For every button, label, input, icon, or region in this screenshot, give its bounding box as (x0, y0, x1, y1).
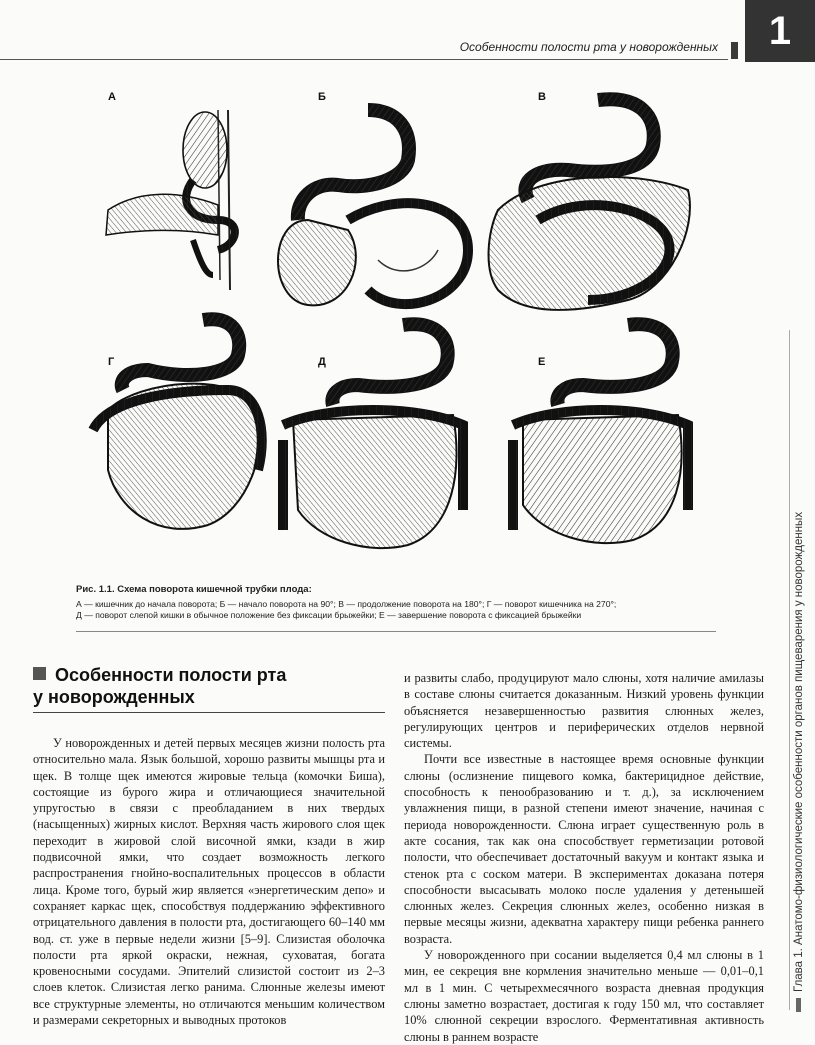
running-head-mark (731, 42, 738, 59)
panel-label-a: А (108, 91, 116, 103)
left-paragraph-1: У новорожденных и детей первых месяцев жизни полость рта относительно мала. Язык большой, хорошо развиты мышцы рта и щек. В толще щек имеются жировые тельца (комочки Биша), состоящие из бурого жира и отличающиеся значительной упругостью в связи с преобладанием в них твердых (насыщенных) жирных кислот. Верхняя часть жирового слоя щек переходит в жировой слой височной ямки, кзади в жир подвисочной ямки, что создает возможность легкого распространения гнойно-воспалительных процессов в области лица. Кроме того, бурый жир является «энергетическим депо» и сохраняет каркас щек, способствуя поддержанию эффективного отрицательного давления в полости рта, достигающего 60–140 мм вод. ст. уже в первые недели жизни [5–9]. Слизистая оболочка полости рта яркой окраски, нежная, суховатая, богата кровеносными сосудами. Эпителий слизистой состоит из 2–3 слоев клеток. Слизистая легко ранима. Слюнные железы имеют все структурные элементы, но отличаются меньшим количеством и размерами секреторных и выводных протоков (33, 736, 385, 1028)
caption-rule (76, 631, 716, 632)
running-head-rule (0, 59, 728, 60)
intestinal-rotation-figure (68, 70, 728, 575)
section-title-line-1: Особенности полости рта (55, 665, 287, 685)
caption-line-1: А — кишечник до начала поворота; Б — начало поворота на 90°; В — продолжение поворота на 180°; Г — поворот кишечника на 270°; (76, 598, 617, 609)
panel-a-drawing (106, 110, 235, 290)
panel-b-drawing (278, 110, 468, 305)
caption-line-2: Д — поворот слепой кишки в обычное положение без фиксации брыжейки; Е — завершение поворота с фиксацией брыжейки (76, 610, 582, 620)
section-heading (33, 664, 385, 708)
right-paragraph-2: Почти все известные в настоящее время основные функции слюны (ослизнение пищевого комка, бактерицидное действие, способность к пенообразованию и т. д.), за исключением увлажнения пищи, в разной степени имеют значение, начиная с периода новорожденности. Слюна играет существенную роль в акте сосания, так как она способствует герметизации ротовой полости, что обеспечивает достаточный вакуум и контакт языка и стенок рта с соском матери. В экспериментах доказана потеря способности высасывать молоко после удаления у детенышей слюнных желез. Секреция слюнных желез, особенно низкая в первые месяцы жизни, адекватна характеру пищи ребенка раннего возраста. (404, 752, 764, 946)
caption-title: Рис. 1.1. Схема поворота кишечной трубки плода: (76, 584, 312, 595)
panel-e-drawing (283, 324, 463, 548)
panel-label-c: В (538, 91, 546, 103)
panel-d-drawing (93, 319, 262, 529)
left-column (33, 735, 385, 1028)
figure-illustration (68, 70, 728, 575)
side-title-text: Глава 1. Анатомо-физиологические особенности органов пищеварения у новорожденных (793, 511, 805, 992)
section-rule (33, 712, 385, 713)
right-paragraph-1: и развиты слабо, продуцируют мало слюны, хотя наличие амилазы в составе слюны считается доказанным. Низкий уровень функции объясняется незавершенностью развития слюнных желез, регулирующих центров и периферических отделов нервной системы. (404, 671, 764, 751)
chapter-number-tab: 1 (745, 0, 815, 62)
panel-label-d: Г (108, 356, 115, 368)
figure-caption (76, 584, 716, 622)
running-head (0, 36, 740, 60)
side-chapter-title (793, 312, 805, 1012)
side-rule (789, 330, 790, 1010)
panel-label-b: Б (318, 91, 326, 103)
panel-c-drawing (489, 99, 690, 310)
right-paragraph-3: У новорожденного при сосании выделяется 0,4 мл слюны в 1 мин, ее секреция вне кормления значительно меньше — 0,01–0,1 мл в 1 мин. С четырехмесячного возраста дневная продукция слюны заметно возрастает, достигая к году 150 мл, что составляет 10% слюнной секреции взрослого. Ферментативная активность слюны в раннем возрасте (404, 948, 764, 1044)
section-title-line-2: у новорожденных (33, 687, 195, 707)
side-title-mark (796, 998, 801, 1012)
right-column (404, 670, 764, 1045)
running-head-title: Особенности полости рта у новорожденных (459, 40, 718, 54)
panel-label-f: Е (538, 356, 546, 368)
panel-label-e: Д (318, 356, 326, 368)
section-heading-marker (33, 667, 46, 680)
